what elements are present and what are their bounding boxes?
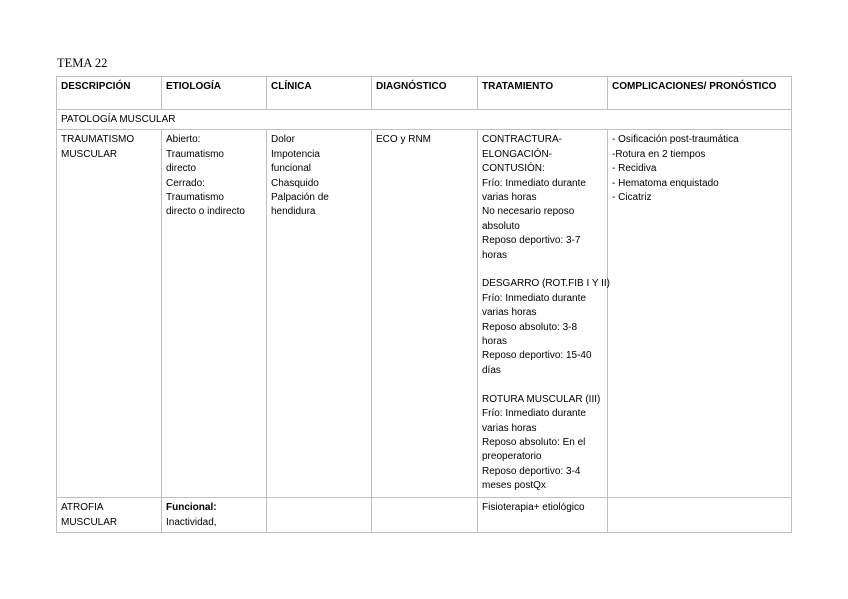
cell-line: Frío: Inmediato durante xyxy=(482,177,586,189)
cell-line: horas xyxy=(482,336,508,348)
cell-line: - Osificación post-traumática xyxy=(612,134,739,146)
cell-line: Fisioterapia+ etiológico xyxy=(482,502,585,514)
cell-descripcion xyxy=(57,130,162,498)
cell-line: ELONGACIÓN- xyxy=(482,148,553,160)
header-descripcion: DESCRIPCIÓN xyxy=(57,77,162,110)
cell-line: MUSCULAR xyxy=(61,148,118,160)
cell-line: horas xyxy=(482,249,508,261)
cell-line: MUSCULAR xyxy=(61,516,118,528)
header-diagnostico: DIAGNÓSTICO xyxy=(372,77,478,110)
cell-etiologia xyxy=(162,130,267,498)
header-complicaciones: COMPLICACIONES/ PRONÓSTICO xyxy=(608,77,792,110)
cell-line: Reposo absoluto: En el xyxy=(482,436,586,448)
cell-line: Chasquido xyxy=(271,177,319,189)
page-title: TEMA 22 xyxy=(57,56,108,70)
cell-line xyxy=(482,263,603,277)
table-row xyxy=(57,498,792,533)
cell-line: días xyxy=(482,364,501,376)
header-tratamiento: TRATAMIENTO xyxy=(478,77,608,110)
cell-line: - Cicatriz xyxy=(612,192,652,204)
cell-line: directo o indirecto xyxy=(166,206,245,218)
header-clinica: CLÍNICA xyxy=(267,77,372,110)
cell-line: ATROFIA xyxy=(61,502,104,514)
cell-diagnostico xyxy=(372,130,478,498)
section-row xyxy=(57,110,792,130)
cell-line: DESGARRO (ROT.FIB I Y II) xyxy=(482,278,610,290)
cell-line: CONTRACTURA- xyxy=(482,134,562,146)
cell-clinica xyxy=(267,130,372,498)
cell-etiologia xyxy=(162,498,267,533)
cell-line: Reposo absoluto: 3-8 xyxy=(482,321,578,333)
cell-line: varias horas xyxy=(482,307,537,319)
cell-tratamiento xyxy=(478,498,608,533)
etiologia-lines xyxy=(166,516,262,530)
pathology-table xyxy=(56,76,792,533)
cell-line: varias horas xyxy=(482,422,537,434)
cell-line: directo xyxy=(166,163,197,175)
cell-line: Inactividad, xyxy=(166,516,217,528)
cell-diagnostico xyxy=(372,498,478,533)
cell-line: Reposo deportivo: 15-40 xyxy=(482,350,592,362)
cell-line: ROTURA MUSCULAR (III) xyxy=(482,393,601,405)
cell-complicaciones xyxy=(608,498,792,533)
cell-line: funcional xyxy=(271,163,312,175)
cell-line: varias horas xyxy=(482,192,537,204)
cell-line: -Rotura en 2 tiempos xyxy=(612,148,706,160)
cell-complicaciones xyxy=(608,130,792,498)
cell-line: Abierto: xyxy=(166,134,201,146)
cell-line: Impotencia xyxy=(271,148,320,160)
cell-line: TRAUMATISMO xyxy=(61,134,135,146)
cell-line: - Recidiva xyxy=(612,163,657,175)
cell-line: Traumatismo xyxy=(166,192,224,204)
cell-line: Frío: Inmediato durante xyxy=(482,408,586,420)
cell-line: Dolor xyxy=(271,134,295,146)
cell-line: meses postQx xyxy=(482,480,546,492)
cell-line: Frío: Inmediato durante xyxy=(482,292,586,304)
cell-line: No necesario reposo xyxy=(482,206,575,218)
cell-line: CONTUSIÓN: xyxy=(482,163,545,175)
cell-line: Cerrado: xyxy=(166,177,205,189)
cell-clinica xyxy=(267,498,372,533)
section-title: PATOLOGÍA MUSCULAR xyxy=(57,110,792,130)
table-row xyxy=(57,130,792,498)
cell-line: - Hematoma enquistado xyxy=(612,177,719,189)
cell-line: preoperatorio xyxy=(482,451,542,463)
etiologia-heading: Funcional: xyxy=(166,502,217,514)
header-row xyxy=(57,77,792,110)
cell-line: Reposo deportivo: 3-4 xyxy=(482,465,581,477)
cell-line xyxy=(482,378,603,392)
cell-line: Palpación de xyxy=(271,192,329,204)
cell-line: Traumatismo xyxy=(166,148,224,160)
cell-descripcion xyxy=(57,498,162,533)
cell-tratamiento xyxy=(478,130,608,498)
cell-line: absoluto xyxy=(482,220,520,232)
cell-line: ECO y RNM xyxy=(376,134,431,146)
header-etiologia: ETIOLOGÍA xyxy=(162,77,267,110)
cell-line: hendidura xyxy=(271,206,316,218)
cell-line: Reposo deportivo: 3-7 xyxy=(482,235,581,247)
